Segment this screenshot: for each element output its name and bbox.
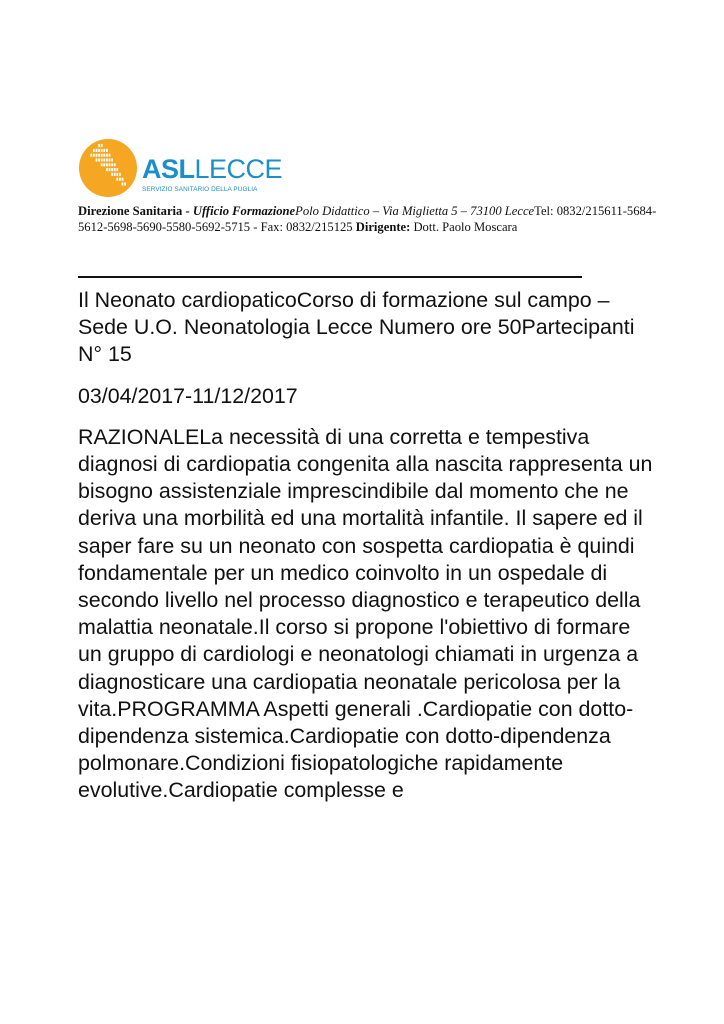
dirigente-name: Dott. Paolo Moscara xyxy=(410,220,518,234)
direzione-label: Direzione Sanitaria - xyxy=(78,204,193,218)
address: Polo Didattico – Via Miglietta 5 – 73100 Lecce xyxy=(295,204,535,218)
course-dates: 03/04/2017-11/12/2017 xyxy=(78,383,298,408)
ufficio-label: Ufficio Formazione xyxy=(192,204,296,218)
dirigente-label: Dirigente: xyxy=(355,220,411,234)
course-title: Il Neonato cardiopaticoCorso di formazione sul campo – Sede U.O. Neonatologia Lecce Numero ore 50Partecipanti N° 15 xyxy=(78,288,635,367)
logo-subtitle: SERVIZIO SANITARIO DELLA PUGLIA xyxy=(142,186,258,193)
course-body: RAZIONALELa necessità di una corretta e tempestiva diagnosi di cardiopatia congenita alla nascita rappresenta un bisogno assistenziale imprescindibile dal momento che ne deriva una morbilità ed una mortalità infantile. Il sapere ed il saper fare su un neonato con sospetta cardiopatia è quindi fondamentale per un medico coinvolto in un ospedale di secondo livello nel processo diagnostico e terapeutico della malattia neonatale.Il corso si propone l'obiettivo di formare un gruppo di cardiologi e neonatologi chiamati in urgenza a diagnosticare una cardiopatia neonatale pericolosa per la vita.PROGRAMMA Aspetti generali .Cardiopatie con dotto-dipendenza sistemica.Cardiopatie con dotto-dipendenza polmonare.Condizioni fisiopatologiche rapidamente evolutive.Cardiopatie complesse e xyxy=(78,424,653,803)
asl-lecce-logo xyxy=(78,138,283,200)
phone-fax: Tel: 0832/215611-5684-5612-5698-5690-5580-5692-5715 - Fax: 0832/215125 xyxy=(78,204,657,234)
logo-brand-bold: ASL xyxy=(142,154,195,184)
header-info xyxy=(78,203,658,235)
separator-line xyxy=(78,276,582,278)
puglia-map-icon xyxy=(78,138,140,200)
logo-wordmark xyxy=(142,154,282,184)
logo-brand-light: LECCE xyxy=(194,154,283,184)
course-content xyxy=(78,287,658,805)
